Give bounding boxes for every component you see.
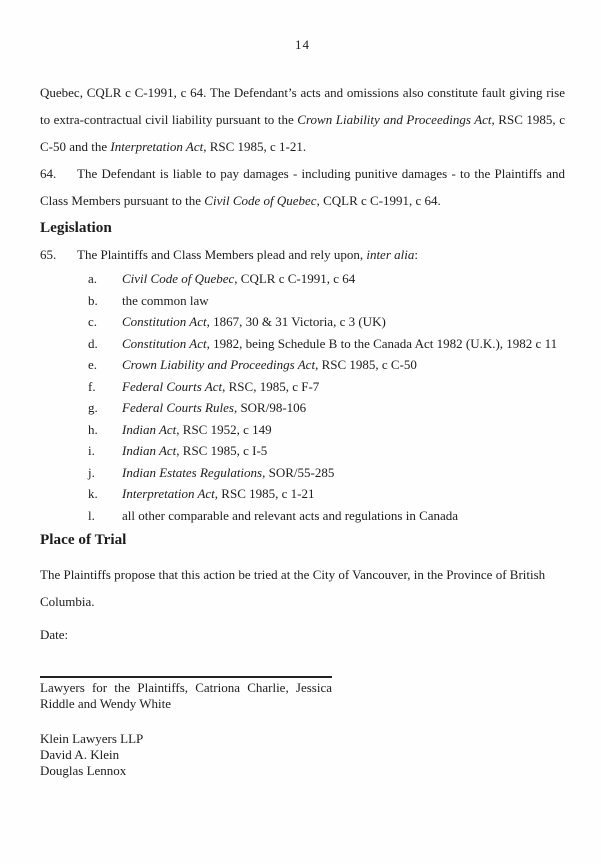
list-item-e — [40, 354, 565, 376]
paragraph-64 — [40, 160, 565, 214]
list-item-text: Interpretation Act, RSC 1985, c 1-21 — [122, 486, 315, 501]
list-item-b — [40, 290, 565, 312]
paragraph-65-text: The Plaintiffs and Class Members plead and rely upon, inter alia: — [77, 247, 418, 262]
list-item-k — [40, 483, 565, 505]
list-item-d — [40, 333, 565, 355]
list-item-i — [40, 440, 565, 462]
list-item-text: the common law — [122, 292, 209, 308]
page-number: 14 — [295, 37, 310, 52]
list-item-f — [40, 376, 565, 398]
list-item-text: Federal Courts Rules, SOR/98-106 — [122, 400, 307, 415]
list-item-h — [40, 419, 565, 441]
list-item-letter: k. — [88, 486, 98, 501]
paragraph-continuation — [40, 79, 565, 160]
legislation-heading: Legislation — [40, 219, 112, 236]
list-item-text: Indian Act, RSC 1952, c 149 — [122, 421, 272, 437]
list-item-letter: e. — [88, 357, 98, 372]
list-item-letter: i. — [88, 443, 95, 458]
list-item-c — [40, 311, 565, 333]
list-item-text: Indian Act, RSC 1985, c I-5 — [122, 443, 268, 458]
trial-paragraph: The Plaintiffs propose that this action be tried at the City of Vancouver, in the Province of British Columbia. — [40, 567, 546, 609]
list-item-a — [40, 268, 565, 290]
paragraph-65 — [40, 241, 565, 268]
list-item-letter: h. — [88, 421, 98, 437]
list-item-letter: a. — [88, 271, 98, 286]
list-item-letter: l. — [88, 507, 95, 523]
paragraph-65-number: 65. — [40, 247, 57, 262]
list-item-text: Constitution Act, 1982, being Schedule B to the Canada Act 1982 (U.K.), 1982 c 11 — [122, 335, 558, 351]
paragraph-continuation-text: Quebec, CQLR c C-1991, c 64. The Defendant’s acts and omissions also constitute fault giving rise to extra-contractual civil liability pursuant to the Crown Liability and Proceedings Act, RSC 1985, c C-50 and the Interpretation Act, RSC 1985, c 1-21. — [40, 85, 565, 154]
list-item-g — [40, 397, 565, 419]
signature-caption: Lawyers for the Plaintiffs, Catriona Charlie, Jessica Riddle and Wendy White — [40, 680, 332, 711]
list-item-j — [40, 462, 565, 484]
list-item-l — [40, 505, 565, 527]
list-item-text: all other comparable and relevant acts and regulations in Canada — [122, 507, 459, 523]
date-label: Date: — [40, 627, 69, 642]
place-of-trial-heading: Place of Trial — [40, 531, 127, 548]
list-item-text: Civil Code of Quebec, CQLR c C-1991, c 64 — [122, 271, 356, 286]
paragraph-64-text: The Defendant is liable to pay damages - including punitive damages - to the Plaintiffs and Class Members pursuant to the Civil Code of Quebec, CQLR c C-1991, c 64. — [40, 166, 565, 208]
list-item-text: Indian Estates Regulations, SOR/55-285 — [122, 464, 335, 480]
list-item-text: Constitution Act, 1867, 30 & 31 Victoria, c 3 (UK) — [122, 314, 386, 329]
list-item-letter: b. — [88, 292, 98, 308]
list-item-text: Federal Courts Act, RSC, 1985, c F-7 — [122, 378, 320, 394]
list-item-letter: c. — [88, 314, 98, 329]
signature-block — [40, 676, 332, 779]
list-item-letter: d. — [88, 335, 98, 351]
law-firm-name: Klein Lawyers LLP — [40, 731, 144, 746]
law-firm-block — [40, 731, 332, 779]
list-item-text: Crown Liability and Proceedings Act, RSC 1985, c C-50 — [122, 357, 417, 372]
lawyer-name: David A. Klein — [40, 747, 120, 762]
list-item-letter: j. — [88, 464, 95, 480]
list-item-letter: f. — [88, 378, 96, 394]
legislation-list — [40, 268, 565, 526]
list-item-letter: g. — [88, 400, 98, 415]
lawyer-name: Douglas Lennox — [40, 763, 127, 778]
paragraph-64-number: 64. — [40, 166, 57, 181]
